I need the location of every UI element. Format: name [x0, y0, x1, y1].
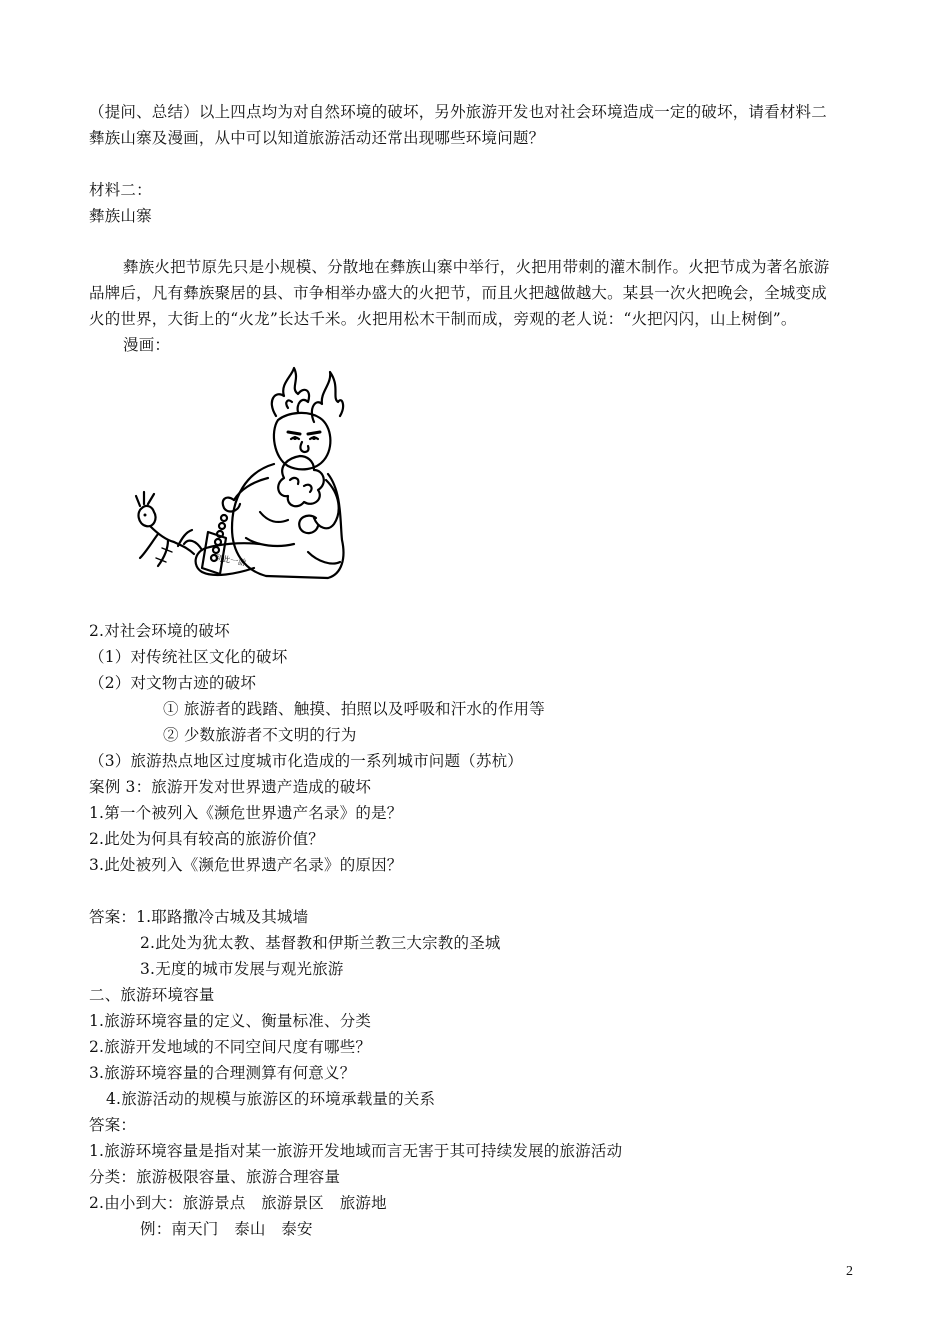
list-subitem: ② 少数旅游者不文明的行为 — [163, 726, 357, 744]
cartoon-caption: 漫画： — [123, 336, 171, 354]
list-subitem: ① 旅游者的践踏、触摸、拍照以及呼吸和汗水的作用等 — [163, 700, 545, 718]
paragraph-line: 品牌后，凡有彝族聚居的县、市争相举办盛大的火把节，而且火把越做越大。某县一次火把晚会，全城变成 — [89, 284, 827, 302]
section-heading: 2.对社会环境的破坏 — [89, 622, 230, 640]
answer-item: 2.此处为犹太教、基督教和伊斯兰教三大宗教的圣城 — [140, 934, 501, 952]
answer-label: 答案： — [89, 1116, 137, 1134]
question-item: 3.此处被列入《濒危世界遗产名录》的原因？ — [89, 856, 403, 874]
answer-example: 例：南天门 泰山 泰安 — [140, 1220, 313, 1238]
section-heading: 二、旅游环境容量 — [89, 986, 215, 1004]
question-item: 1.旅游环境容量的定义、衡量标准、分类 — [89, 1012, 372, 1030]
case-heading: 案例 3：旅游开发对世界遗产造成的破坏 — [89, 778, 372, 796]
answer-item: 2.由小到大：旅游景点 旅游景区 旅游地 — [89, 1194, 387, 1212]
page-number: 2 — [846, 1264, 853, 1279]
paragraph-line: 火的世界，大街上的“火龙”长达千米。火把用松木干制而成，旁观的老人说：“火把闪闪，山上树倒”。 — [89, 310, 797, 328]
question-item: 2.此处为何具有较高的旅游价值？ — [89, 830, 324, 848]
material-title: 彝族山寨 — [89, 207, 152, 225]
question-item: 3.旅游环境容量的合理测算有何意义？ — [89, 1064, 356, 1082]
cartoon-tag-text: 到此一游 — [213, 553, 247, 568]
question-item: 4.旅游活动的规模与旅游区的环境承载量的关系 — [106, 1090, 436, 1108]
cartoon-illustration — [128, 362, 346, 584]
list-item: （1）对传统社区文化的破坏 — [89, 648, 288, 666]
list-item: （3）旅游热点地区过度城市化造成的一系列城市问题（苏杭） — [89, 752, 523, 770]
answer-item: 分类：旅游极限容量、旅游合理容量 — [89, 1168, 341, 1186]
list-item: （2）对文物古迹的破坏 — [89, 674, 257, 692]
question-item: 1.第一个被列入《濒危世界遗产名录》的是？ — [89, 804, 403, 822]
paragraph-line: 彝族山寨及漫画，从中可以知道旅游活动还常出现哪些环境问题？ — [89, 129, 545, 147]
question-item: 2.旅游开发地域的不同空间尺度有哪些？ — [89, 1038, 372, 1056]
answer-item: 答案：1.耶路撒冷古城及其城墙 — [89, 908, 309, 926]
paragraph-line: 彝族火把节原先只是小规模、分散地在彝族山寨中举行，火把用带刺的灌木制作。火把节成为著名旅游 — [123, 258, 830, 276]
paragraph-line: （提问、总结）以上四点均为对自然环境的破坏，另外旅游开发也对社会环境造成一定的破坏，请看材料二 — [89, 103, 827, 121]
material-heading: 材料二： — [89, 181, 152, 199]
answer-item: 3.无度的城市发展与观光旅游 — [140, 960, 344, 978]
answer-item: 1.旅游环境容量是指对某一旅游开发地域而言无害于其可持续发展的旅游活动 — [89, 1142, 623, 1160]
